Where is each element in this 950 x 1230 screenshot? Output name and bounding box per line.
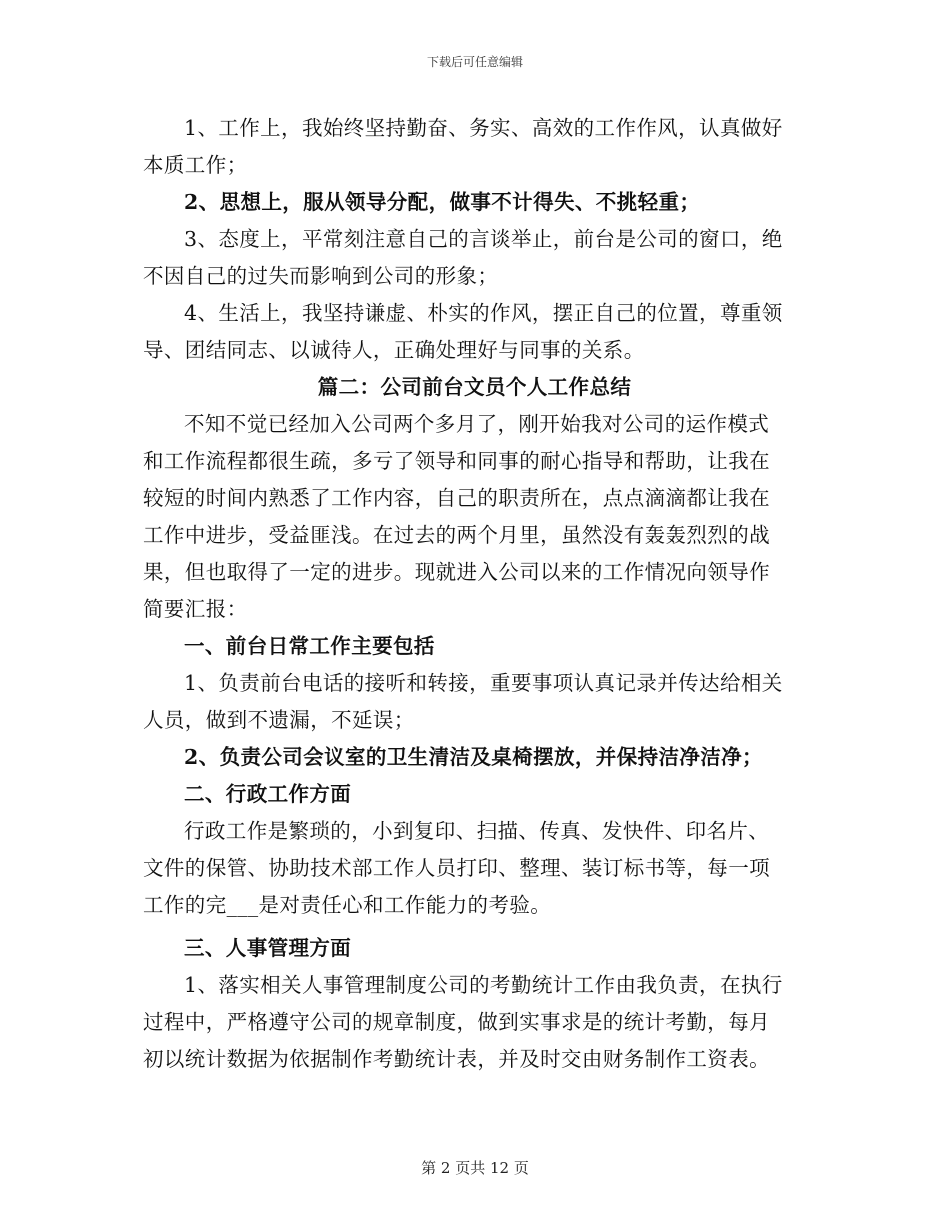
subheading: 一、前台日常工作主要包括 xyxy=(184,634,435,658)
paragraph-line: 较短的时间内熟悉了工作内容，自己的职责所在，点点滴滴都让我在 xyxy=(143,486,770,510)
paragraph-line: 1、负责前台电话的接听和转接，重要事项认真记录并传达给相关 xyxy=(184,671,783,695)
document-body xyxy=(143,110,806,1078)
paragraph-line: 简要汇报： xyxy=(143,597,248,621)
paragraph-line: 人员，做到不遗漏，不延误； xyxy=(143,708,415,732)
paragraph-line: 初以统计数据为依据制作考勤统计表，并及时交由财务制作工资表。 xyxy=(143,1047,770,1071)
subheading: 二、行政工作方面 xyxy=(184,782,352,806)
paragraph-line: 本质工作； xyxy=(143,153,248,177)
paragraph-line: 文件的保管、协助技术部工作人员打印、整理、装订标书等，每一项 xyxy=(143,856,770,880)
paragraph-line: 过程中，严格遵守公司的规章制度，做到实事求是的统计考勤，每月 xyxy=(143,1010,770,1034)
paragraph-line: 工作的完___是对责任心和工作能力的考验。 xyxy=(143,893,552,917)
page-header: 下载后可任意编辑 xyxy=(426,55,523,69)
section-title: 篇二：公司前台文员个人工作总结 xyxy=(317,375,632,399)
subheading: 三、人事管理方面 xyxy=(184,936,352,960)
paragraph-line: 和工作流程都很生疏，多亏了领导和同事的耐心指导和帮助，让我在 xyxy=(143,449,770,473)
page-footer: 第 2 页共 12 页 xyxy=(421,1159,529,1177)
paragraph-line: 导、团结同志、以诚待人，正确处理好与同事的关系。 xyxy=(143,338,645,362)
paragraph-line: 果，但也取得了一定的进步。现就进入公司以来的工作情况向领导作 xyxy=(143,560,770,584)
paragraph-line: 1、工作上，我始终坚持勤奋、务实、高效的工作作风，认真做好 xyxy=(184,116,783,140)
paragraph-line-bold: 2、思想上，服从领导分配，做事不计得失、不挑轻重； xyxy=(184,190,701,214)
paragraph-line: 工作中进步，受益匪浅。在过去的两个月里，虽然没有轰轰烈烈的战 xyxy=(143,523,770,547)
paragraph-line: 1、落实相关人事管理制度公司的考勤统计工作由我负责，在执行 xyxy=(184,973,783,997)
paragraph-line: 4、生活上，我坚持谦虚、朴实的作风，摆正自己的位置，尊重领 xyxy=(184,301,783,325)
paragraph-line: 3、态度上，平常刻注意自己的言谈举止，前台是公司的窗口，绝 xyxy=(184,227,783,251)
paragraph-line: 行政工作是繁琐的，小到复印、扫描、传真、发快件、印名片、 xyxy=(184,819,770,843)
paragraph-line: 不因自己的过失而影响到公司的形象； xyxy=(143,264,499,288)
paragraph-line: 不知不觉已经加入公司两个多月了，刚开始我对公司的运作模式 xyxy=(184,412,770,436)
paragraph-line-bold: 2、负责公司会议室的卫生清洁及桌椅摆放，并保持洁净洁净； xyxy=(184,745,763,769)
